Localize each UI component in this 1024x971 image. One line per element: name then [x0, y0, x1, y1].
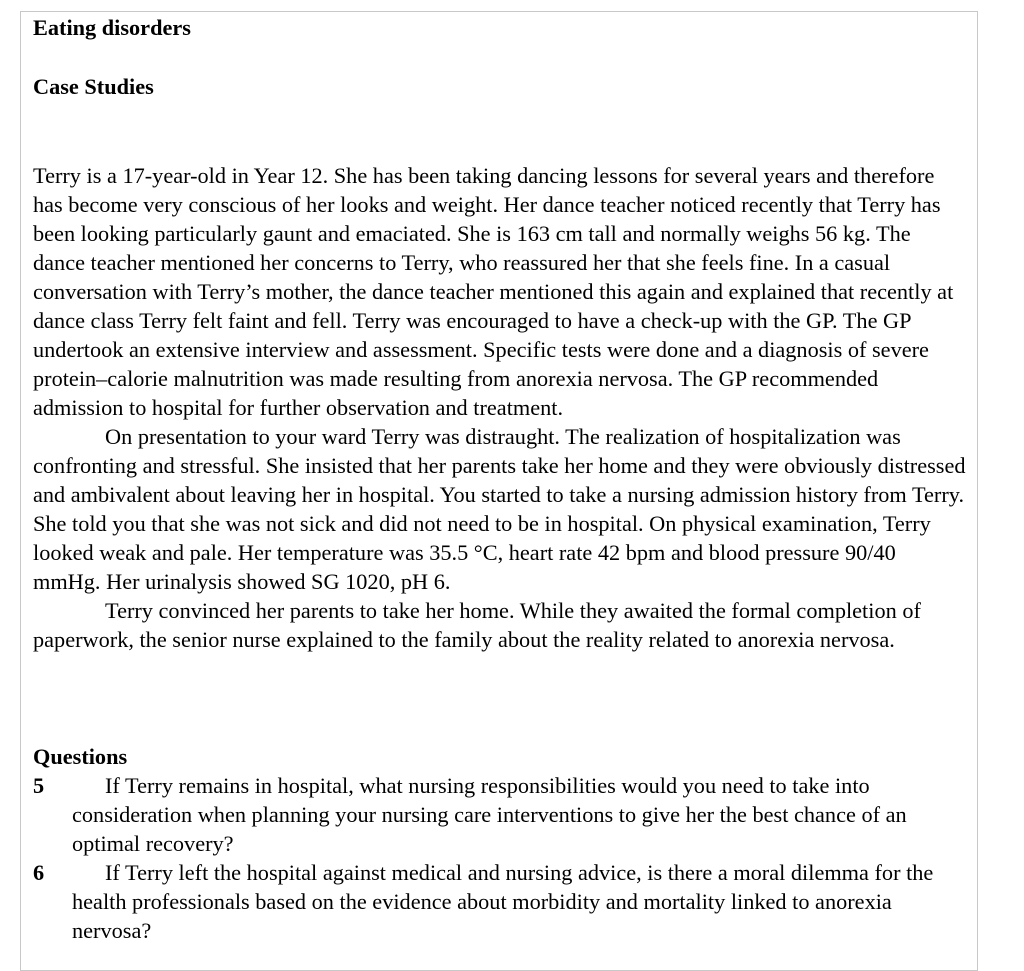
question-number: 5	[33, 773, 45, 798]
questions-section	[33, 742, 968, 945]
case-paragraph-1: Terry is a 17-year-old in Year 12. She has been taking dancing lessons for several years and therefore has become very conscious of her looks and weight. Her dance teacher noticed recently that Terry has been looking particularly gaunt and emaciated. She is 163 cm tall and normally weighs 56 kg. The dance teacher mentioned her concerns to Terry, who reassured her that she feels fine. In a casual conversation with Terry’s mother, the dance teacher mentioned this again and explained that recently at dance class Terry felt faint and fell. Terry was encouraged to have a check-up with the GP. The GP undertook an extensive interview and assessment. Specific tests were done and a diagnosis of severe protein–calorie malnutrition was made resulting from anorexia nervosa. The GP recommended admission to hospital for further observation and treatment.	[33, 163, 954, 420]
case-study-body	[33, 161, 968, 654]
questions-heading: Questions	[33, 744, 128, 769]
case-paragraph-2: On presentation to your ward Terry was distraught. The realization of hospitalization was confronting and stressful. She insisted that her parents take her home and they were obviously distressed and ambivalent about leaving her in hospital. You started to take a nursing admission history from Terry. She told you that she was not sick and did not need to be in hospital. On physical examination, Terry looked weak and pale. Her temperature was 35.5 °C, heart rate 42 bpm and blood pressure 90/40 mmHg. Her urinalysis showed SG 1020, pH 6.	[33, 424, 966, 594]
document-page	[20, 11, 978, 971]
question-number: 6	[33, 860, 45, 885]
case-paragraph-3: Terry convinced her parents to take her home. While they awaited the formal completion of paperwork, the senior nurse explained to the family about the reality related to anorexia nervosa.	[33, 598, 921, 652]
question-text: If Terry remains in hospital, what nursing responsibilities would you need to take into consideration when planning your nursing care interventions to give her the best chance of an optimal recovery?	[72, 773, 907, 856]
question-text: If Terry left the hospital against medical and nursing advice, is there a moral dilemma for the health professionals based on the evidence about morbidity and mortality linked to anorexia nervosa?	[72, 860, 934, 943]
question-item	[33, 771, 968, 858]
question-item	[33, 858, 968, 945]
document-subtitle: Case Studies	[33, 74, 154, 99]
document-title: Eating disorders	[33, 15, 191, 40]
